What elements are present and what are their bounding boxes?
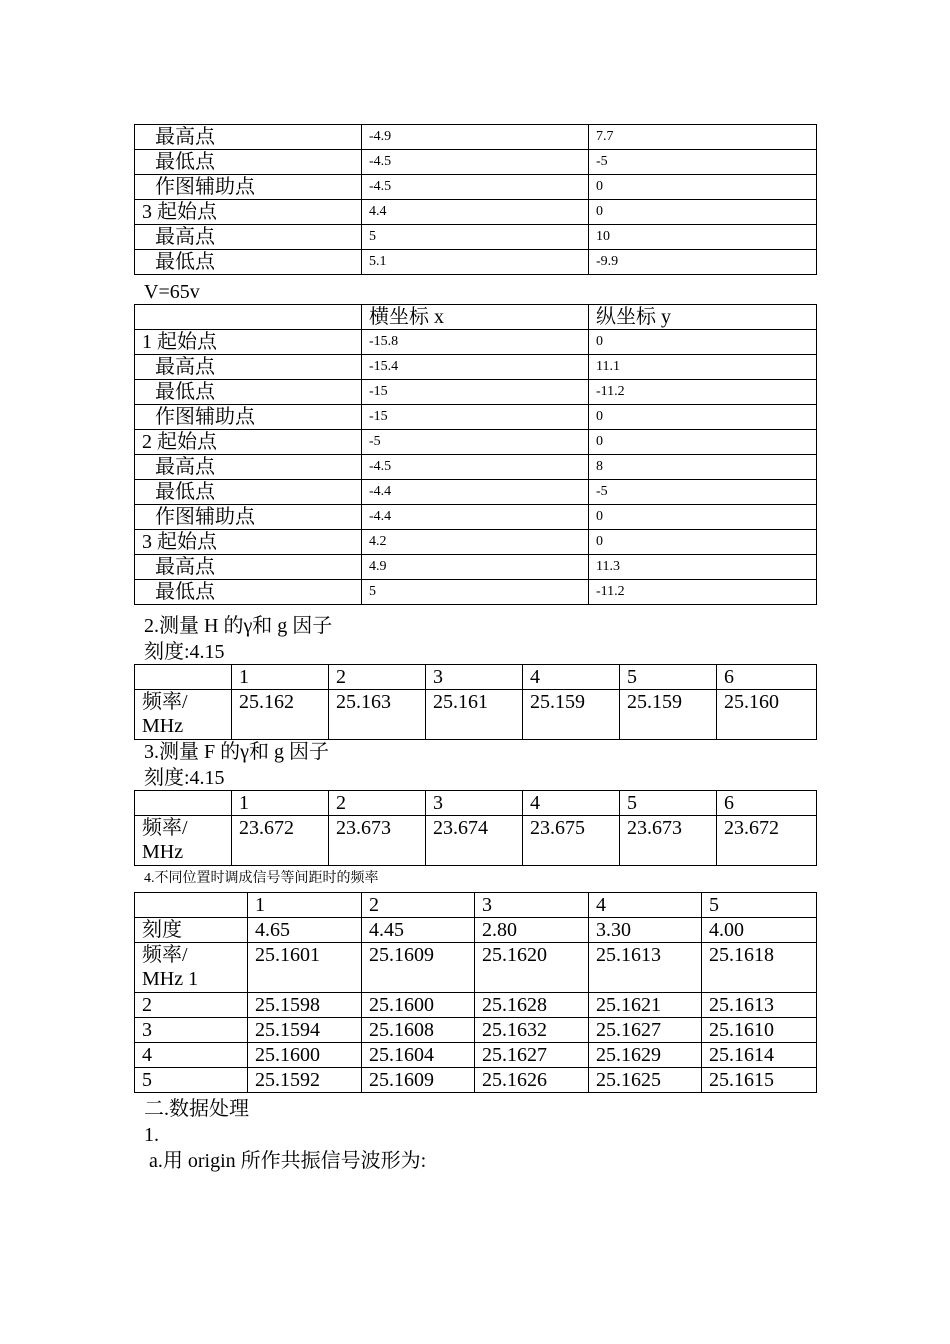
table-row bbox=[135, 1068, 817, 1093]
table-h-freq bbox=[134, 664, 817, 740]
section2-scale: 刻度:4.15 bbox=[144, 641, 225, 663]
table-row bbox=[135, 225, 817, 250]
freq-value: 25.159 bbox=[523, 690, 620, 740]
row-label: 最高点 bbox=[135, 355, 362, 380]
v65-label: V=65v bbox=[144, 281, 200, 303]
y-value: 11.1 bbox=[589, 355, 817, 380]
table-row bbox=[135, 175, 817, 200]
row-label: 3 起始点 bbox=[135, 530, 362, 555]
freq-value: 25.1610 bbox=[702, 1018, 817, 1043]
col-header: 1 bbox=[232, 665, 329, 690]
x-value: -15 bbox=[362, 380, 589, 405]
col-header: 5 bbox=[620, 791, 717, 816]
table-row bbox=[135, 580, 817, 605]
table-row bbox=[135, 125, 817, 150]
x-value: 4.2 bbox=[362, 530, 589, 555]
section2-title: 2.测量 H 的γ和 g 因子 bbox=[144, 615, 333, 637]
y-value: -11.2 bbox=[589, 380, 817, 405]
freq-value: 23.673 bbox=[620, 816, 717, 866]
x-value: -15.8 bbox=[362, 330, 589, 355]
y-value: 0 bbox=[589, 200, 817, 225]
freq-value: 25.1604 bbox=[362, 1043, 475, 1068]
row-label: 最低点 bbox=[135, 580, 362, 605]
y-value: 0 bbox=[589, 505, 817, 530]
col-header: 5 bbox=[620, 665, 717, 690]
freq-value: 25.1615 bbox=[702, 1068, 817, 1093]
freq-value: 25.1601 bbox=[248, 943, 362, 993]
row-label: 2 起始点 bbox=[135, 430, 362, 455]
table-row bbox=[135, 1043, 817, 1068]
x-value: -15 bbox=[362, 405, 589, 430]
row-label: 频率/ MHz 1 bbox=[135, 943, 248, 993]
freq-value: 25.1627 bbox=[589, 1018, 702, 1043]
table-header-row bbox=[135, 893, 817, 918]
row-label: 作图辅助点 bbox=[135, 175, 362, 200]
x-value: -4.9 bbox=[362, 125, 589, 150]
table-header-row bbox=[135, 791, 817, 816]
freq-value: 25.1621 bbox=[589, 993, 702, 1018]
freq-value: 25.1609 bbox=[362, 1068, 475, 1093]
x-value: 4.4 bbox=[362, 200, 589, 225]
col-header: 2 bbox=[362, 893, 475, 918]
freq-value: 25.1609 bbox=[362, 943, 475, 993]
table-row bbox=[135, 355, 817, 380]
freq-value: 25.1618 bbox=[702, 943, 817, 993]
table-row bbox=[135, 505, 817, 530]
table-row bbox=[135, 405, 817, 430]
col-header: 5 bbox=[702, 893, 817, 918]
freq-value: 25.1614 bbox=[702, 1043, 817, 1068]
table-v65 bbox=[134, 304, 817, 605]
row-label: 最高点 bbox=[135, 225, 362, 250]
freq-value: 23.675 bbox=[523, 816, 620, 866]
y-value: -9.9 bbox=[589, 250, 817, 275]
y-value: 11.3 bbox=[589, 555, 817, 580]
row-label: 频率/ MHz bbox=[135, 690, 232, 740]
x-value: -15.4 bbox=[362, 355, 589, 380]
section3-scale: 刻度:4.15 bbox=[144, 767, 225, 789]
x-value: 5.1 bbox=[362, 250, 589, 275]
freq-value: 23.673 bbox=[329, 816, 426, 866]
y-value: 0 bbox=[589, 530, 817, 555]
scale-value: 4.45 bbox=[362, 918, 475, 943]
freq-value: 25.161 bbox=[426, 690, 523, 740]
section4-title: 4.不同位置时调成信号等间距时的频率 bbox=[144, 871, 379, 886]
table-header-row bbox=[135, 305, 817, 330]
col-header: 4 bbox=[523, 791, 620, 816]
table-row bbox=[135, 816, 817, 866]
col-header: 3 bbox=[475, 893, 589, 918]
table-row bbox=[135, 1018, 817, 1043]
col-header: 1 bbox=[232, 791, 329, 816]
table-position-freq bbox=[134, 892, 817, 1093]
row-label: 最高点 bbox=[135, 455, 362, 480]
header-blank bbox=[135, 791, 232, 816]
header-y: 纵坐标 y bbox=[589, 305, 817, 330]
freq-value: 25.159 bbox=[620, 690, 717, 740]
freq-value: 25.1594 bbox=[248, 1018, 362, 1043]
col-header: 2 bbox=[329, 791, 426, 816]
freq-value: 25.1627 bbox=[475, 1043, 589, 1068]
table-header-row bbox=[135, 665, 817, 690]
header-blank bbox=[135, 893, 248, 918]
y-value: -5 bbox=[589, 480, 817, 505]
table-row bbox=[135, 943, 817, 993]
table-row bbox=[135, 380, 817, 405]
y-value: 0 bbox=[589, 405, 817, 430]
y-value: 10 bbox=[589, 225, 817, 250]
row-label: 频率/ MHz bbox=[135, 816, 232, 866]
x-value: 5 bbox=[362, 580, 589, 605]
table-row bbox=[135, 330, 817, 355]
freq-value: 25.1598 bbox=[248, 993, 362, 1018]
table-row bbox=[135, 530, 817, 555]
freq-value: 25.1613 bbox=[589, 943, 702, 993]
scale-value: 4.00 bbox=[702, 918, 817, 943]
col-header: 1 bbox=[248, 893, 362, 918]
freq-value: 25.1600 bbox=[248, 1043, 362, 1068]
freq-value: 25.1600 bbox=[362, 993, 475, 1018]
y-value: -11.2 bbox=[589, 580, 817, 605]
x-value: -4.5 bbox=[362, 175, 589, 200]
freq-value: 25.1620 bbox=[475, 943, 589, 993]
col-header: 3 bbox=[426, 791, 523, 816]
header-blank bbox=[135, 305, 362, 330]
freq-value: 25.1608 bbox=[362, 1018, 475, 1043]
scale-value: 4.65 bbox=[248, 918, 362, 943]
x-value: -4.5 bbox=[362, 150, 589, 175]
row-label: 刻度 bbox=[135, 918, 248, 943]
freq-value: 25.162 bbox=[232, 690, 329, 740]
freq-value: 25.1632 bbox=[475, 1018, 589, 1043]
col-header: 4 bbox=[589, 893, 702, 918]
header-blank bbox=[135, 665, 232, 690]
col-header: 6 bbox=[717, 791, 817, 816]
table-row-scale bbox=[135, 918, 817, 943]
table-row bbox=[135, 455, 817, 480]
table-f-freq bbox=[134, 790, 817, 866]
freq-value: 25.160 bbox=[717, 690, 817, 740]
header-x: 横坐标 x bbox=[362, 305, 589, 330]
x-value: 4.9 bbox=[362, 555, 589, 580]
row-label: 最高点 bbox=[135, 555, 362, 580]
row-label: 作图辅助点 bbox=[135, 505, 362, 530]
freq-value: 25.1629 bbox=[589, 1043, 702, 1068]
freq-value: 25.1592 bbox=[248, 1068, 362, 1093]
col-header: 3 bbox=[426, 665, 523, 690]
x-value: -5 bbox=[362, 430, 589, 455]
freq-value: 25.1613 bbox=[702, 993, 817, 1018]
row-label: 最低点 bbox=[135, 250, 362, 275]
y-value: 0 bbox=[589, 430, 817, 455]
freq-value: 23.672 bbox=[232, 816, 329, 866]
item-a: a.用 origin 所作共振信号波形为: bbox=[144, 1150, 427, 1172]
x-value: -4.4 bbox=[362, 480, 589, 505]
freq-value: 25.163 bbox=[329, 690, 426, 740]
freq-value: 23.674 bbox=[426, 816, 523, 866]
x-value: -4.5 bbox=[362, 455, 589, 480]
data-processing-heading: 二.数据处理 bbox=[144, 1098, 249, 1120]
y-value: 8 bbox=[589, 455, 817, 480]
row-label: 3 bbox=[135, 1018, 248, 1043]
freq-value: 25.1628 bbox=[475, 993, 589, 1018]
item-1: 1. bbox=[144, 1124, 159, 1146]
table-v-continued bbox=[134, 124, 817, 275]
row-label: 最低点 bbox=[135, 380, 362, 405]
section3-title: 3.测量 F 的γ和 g 因子 bbox=[144, 741, 329, 763]
row-label: 4 bbox=[135, 1043, 248, 1068]
table-row bbox=[135, 690, 817, 740]
table-row bbox=[135, 555, 817, 580]
scale-value: 3.30 bbox=[589, 918, 702, 943]
y-value: -5 bbox=[589, 150, 817, 175]
row-label: 最高点 bbox=[135, 125, 362, 150]
col-header: 4 bbox=[523, 665, 620, 690]
table-row bbox=[135, 250, 817, 275]
table-row bbox=[135, 150, 817, 175]
x-value: 5 bbox=[362, 225, 589, 250]
col-header: 2 bbox=[329, 665, 426, 690]
x-value: -4.4 bbox=[362, 505, 589, 530]
row-label: 最低点 bbox=[135, 150, 362, 175]
row-label: 最低点 bbox=[135, 480, 362, 505]
col-header: 6 bbox=[717, 665, 817, 690]
row-label: 作图辅助点 bbox=[135, 405, 362, 430]
row-label: 3 起始点 bbox=[135, 200, 362, 225]
freq-value: 25.1626 bbox=[475, 1068, 589, 1093]
freq-value: 25.1625 bbox=[589, 1068, 702, 1093]
y-value: 7.7 bbox=[589, 125, 817, 150]
row-label: 1 起始点 bbox=[135, 330, 362, 355]
table-row bbox=[135, 430, 817, 455]
scale-value: 2.80 bbox=[475, 918, 589, 943]
row-label: 5 bbox=[135, 1068, 248, 1093]
y-value: 0 bbox=[589, 330, 817, 355]
row-label: 2 bbox=[135, 993, 248, 1018]
y-value: 0 bbox=[589, 175, 817, 200]
table-row bbox=[135, 200, 817, 225]
table-row bbox=[135, 480, 817, 505]
freq-value: 23.672 bbox=[717, 816, 817, 866]
table-row bbox=[135, 993, 817, 1018]
